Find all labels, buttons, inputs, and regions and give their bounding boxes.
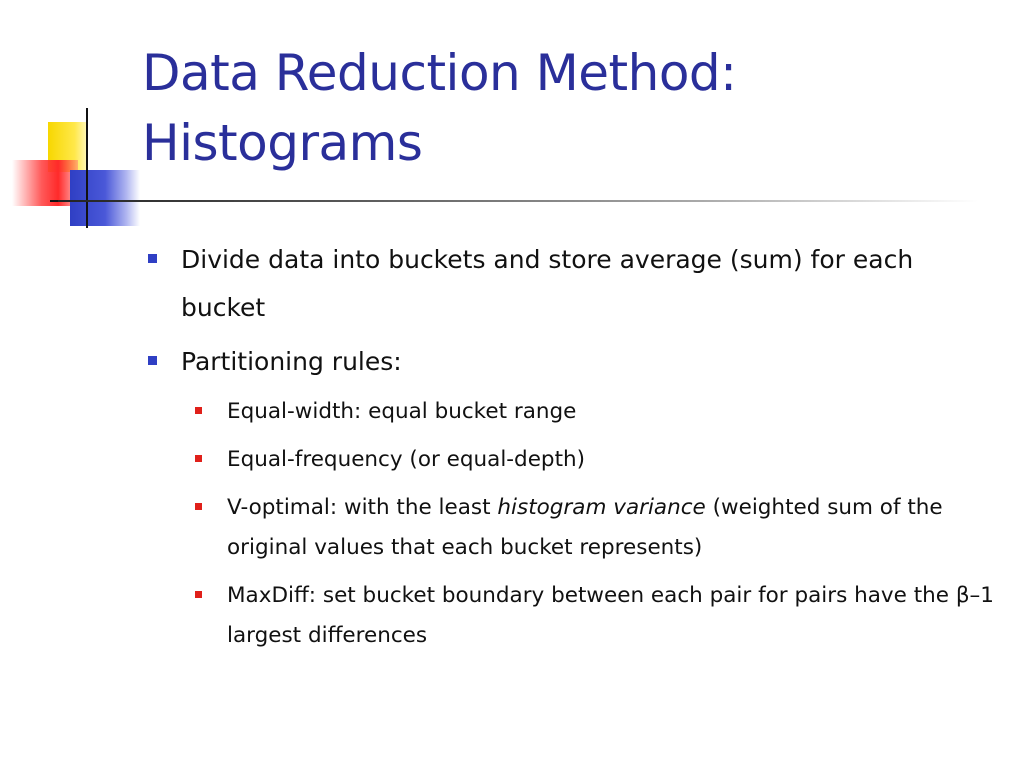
- bullet-partitioning-rules: [148, 338, 998, 386]
- sub-bullet-text-pre: V-optimal: with the least: [227, 495, 498, 520]
- blue-square-bullet-icon: [148, 254, 157, 263]
- sub-bullet-text-italic: histogram variance: [497, 495, 706, 520]
- sub-bullet-text: Equal-width: equal bucket range: [227, 399, 577, 424]
- bullet-text: Divide data into buckets and store average (sum) for each bucket: [181, 245, 914, 322]
- sub-bullet-text: Equal-frequency (or equal-depth): [227, 447, 586, 472]
- red-square-bullet-icon: [195, 407, 202, 414]
- sub-bullet-equal-frequency: [195, 440, 998, 480]
- blue-square-bullet-icon: [148, 356, 157, 365]
- bullet-divide-data: [148, 236, 998, 332]
- sub-bullet-equal-width: [195, 392, 998, 432]
- blue-square-icon: [70, 170, 140, 226]
- sub-bullet-maxdiff: [195, 576, 998, 656]
- sub-bullet-v-optimal: [195, 488, 998, 568]
- sub-bullet-text-post: (weighted sum of the original values that each bucket represents): [227, 495, 943, 560]
- vertical-line: [86, 108, 88, 228]
- slide-title: [142, 38, 1002, 178]
- red-square-bullet-icon: [195, 591, 202, 598]
- title-divider: [58, 200, 978, 202]
- red-square-bullet-icon: [195, 455, 202, 462]
- red-square-bullet-icon: [195, 503, 202, 510]
- bullet-text: Partitioning rules:: [181, 347, 402, 376]
- slide-title-line-2: Histograms: [142, 114, 423, 172]
- sub-bullet-text: MaxDiff: set bucket boundary between each pair for pairs have the β–1 largest differences: [227, 583, 994, 648]
- slide-body: [148, 236, 998, 664]
- decorative-squares-logo: [10, 108, 140, 230]
- slide-title-line-1: Data Reduction Method:: [142, 44, 737, 102]
